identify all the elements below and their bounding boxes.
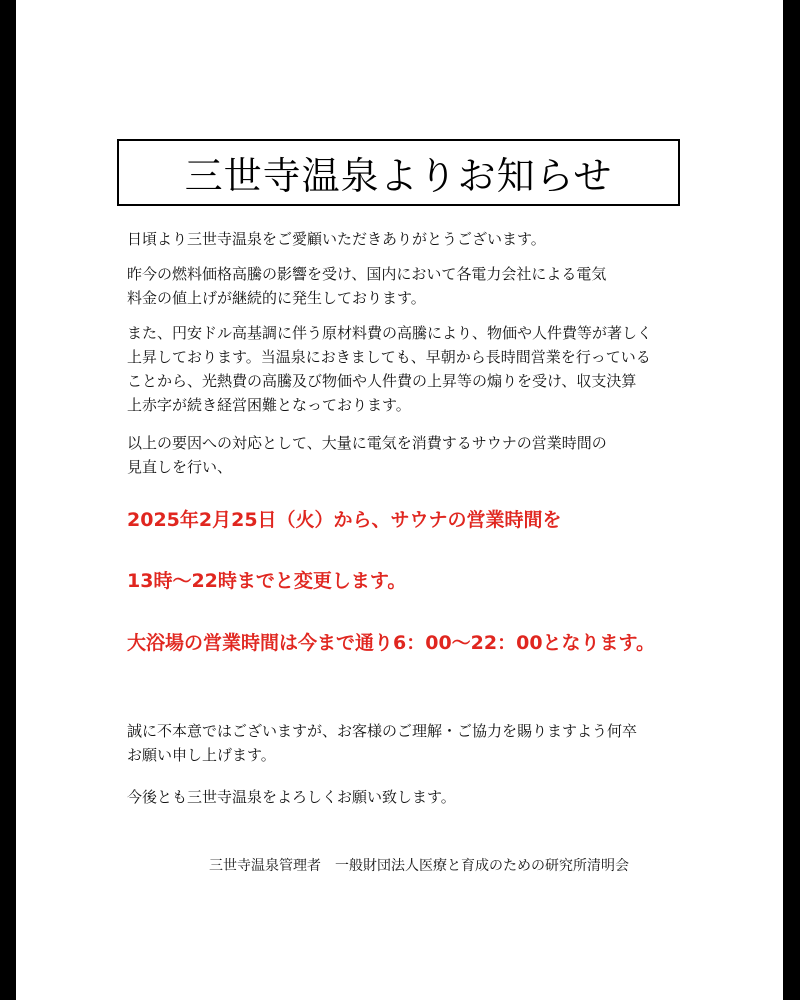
greeting-line: 日頃より三世寺温泉をご愛顧いただきありがとうございます。 [127, 230, 546, 248]
paragraph-line: 上昇しております。当温泉におきましても、早朝から長時間営業を行っている [127, 348, 651, 366]
sauna-change-date: 2025年2月25日（火）から、サウナの営業時間を [127, 509, 562, 531]
bath-hours: 大浴場の営業時間は今まで通り6：00～22：00となります。 [127, 632, 656, 654]
sauna-new-hours: 13時～22時までと変更します。 [127, 570, 407, 592]
paragraph-line: 見直しを行い、 [127, 458, 233, 476]
inflation-paragraph [127, 321, 652, 417]
title-box [117, 139, 680, 206]
greeting-paragraph [127, 227, 546, 251]
closing-line: 今後とも三世寺温泉をよろしくお願い致します。 [127, 788, 456, 806]
apology-paragraph [127, 719, 637, 767]
paragraph-line: ことから、光熱費の高騰及び物価や人件費の上昇等の煽りを受け、収支決算 [127, 372, 637, 390]
paragraph-line: 料金の値上げが継続的に発生しております。 [127, 289, 426, 307]
closing-paragraph [127, 785, 456, 809]
paragraph-line: また、円安ドル高基調に伴う原材料費の高騰により、物価や人件費等が著しく [127, 324, 653, 342]
paragraph-line: 上赤字が続き経営困難となっております。 [127, 396, 411, 414]
signature: 三世寺温泉管理者 一般財団法人医療と育成のための研究所清明会 [209, 858, 629, 874]
energy-cost-paragraph [127, 262, 606, 310]
notice-title: 三世寺温泉よりお知らせ [184, 154, 613, 198]
paragraph-line: お願い申し上げます。 [127, 746, 276, 764]
response-paragraph [127, 431, 607, 479]
notice-page [16, 0, 783, 1000]
paragraph-line: 以上の要因への対応として、大量に電気を消費するサウナの営業時間の [127, 434, 607, 452]
paragraph-line: 昨今の燃料価格高騰の影響を受け、国内において各電力会社による電気 [127, 265, 607, 283]
paragraph-line: 誠に不本意ではございますが、お客様のご理解・ご協力を賜りますよう何卒 [127, 722, 638, 740]
